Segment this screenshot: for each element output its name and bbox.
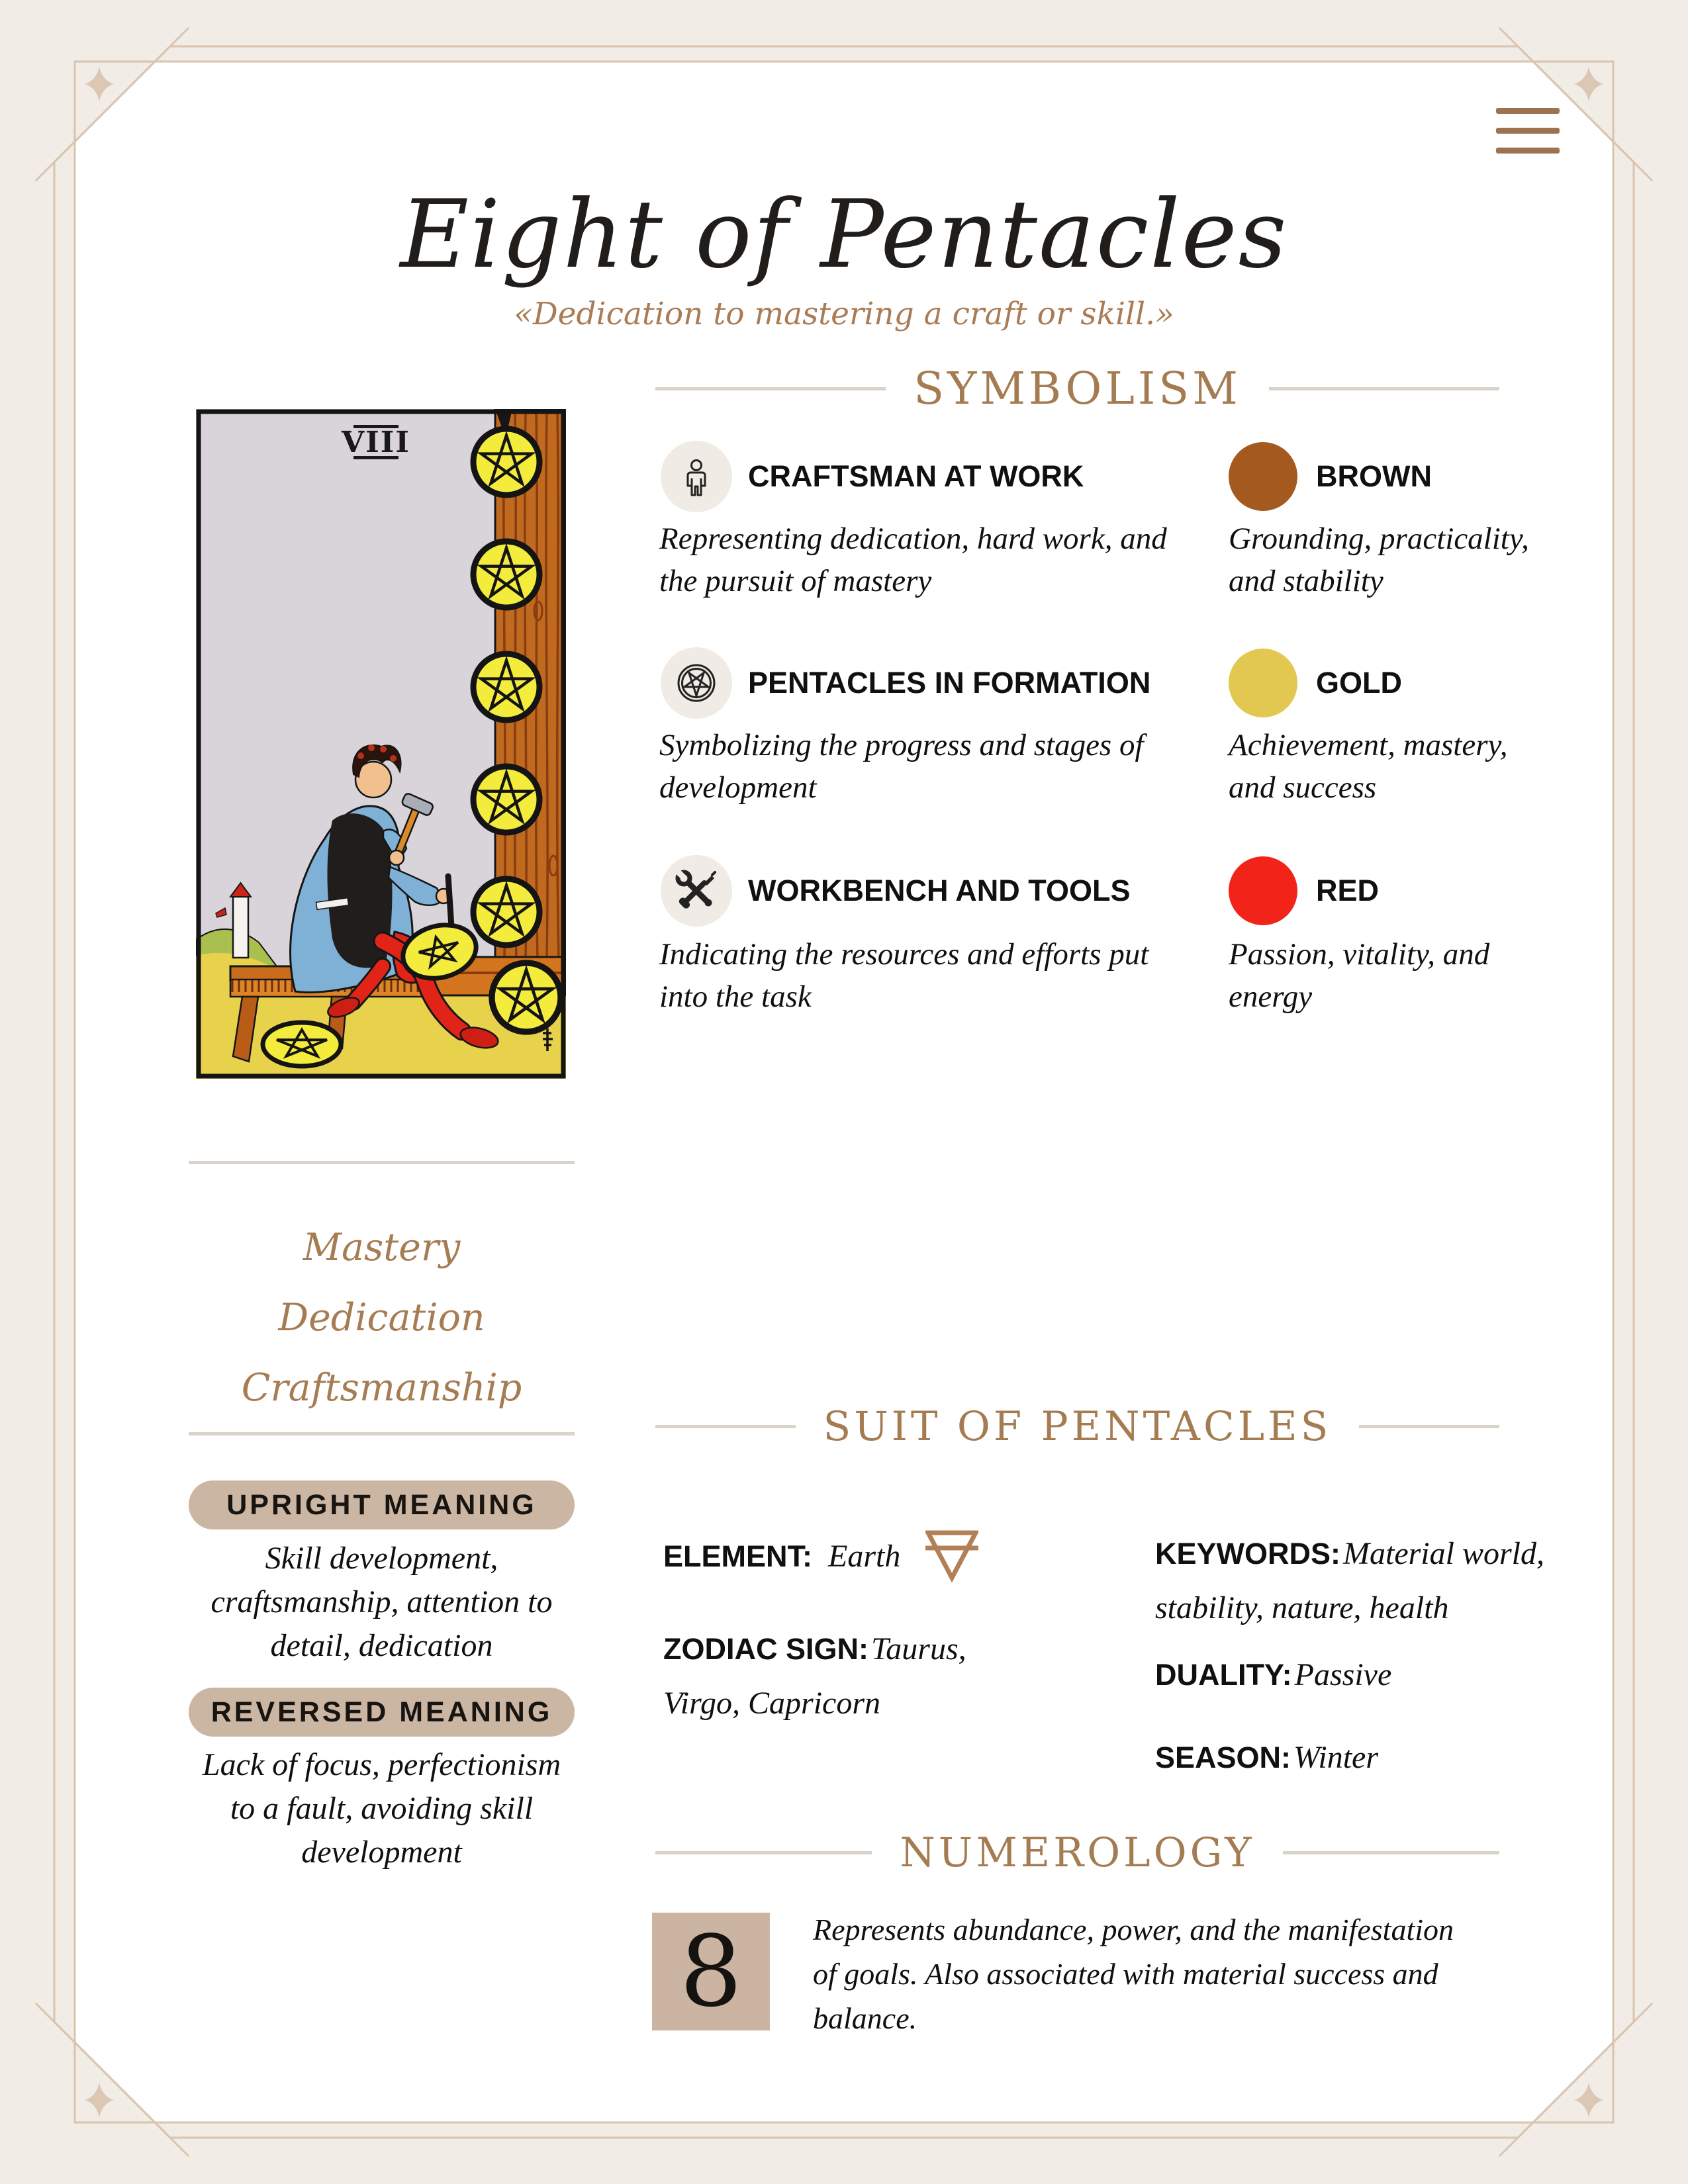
symbolism-item-desc: Representing dedication, hard work, and the pursuit of mastery [659, 522, 1167, 598]
hamburger-icon [1496, 128, 1560, 134]
duality-value: Passive [1294, 1657, 1392, 1692]
pentacle-icon [675, 661, 718, 705]
color-name: BROWN [1316, 459, 1432, 493]
hamburger-menu-button[interactable] [1496, 108, 1560, 157]
upright-meaning-text: Skill development, craftsmanship, attention to detail, dedication [211, 1541, 553, 1663]
header-line [1283, 1851, 1499, 1854]
symbolism-item-desc: Indicating the resources and efforts put into the task [659, 937, 1149, 1014]
earth-symbol-icon [925, 1529, 978, 1583]
symbolism-item-title: PENTACLES IN FORMATION [748, 666, 1151, 700]
numerology-number-box [652, 1913, 770, 2030]
divider [189, 1432, 575, 1435]
numerology-text: Represents abundance, power, and the manifestation of goals. Also associated with material success and balance. [813, 1913, 1454, 2035]
keywords-row [1155, 1530, 1552, 1639]
element-label: ELEMENT: [663, 1539, 812, 1573]
symbolism-title: SYMBOLISM [914, 363, 1241, 414]
element-value: Earth [828, 1538, 901, 1574]
color-swatch-gold [1229, 649, 1297, 717]
person-icon [676, 456, 717, 497]
sparkle-icon [1574, 2083, 1603, 2117]
suit-title: SUIT OF PENTACLES [823, 1403, 1332, 1450]
page-title: Eight of Pentacles [400, 180, 1288, 290]
numerology-title: NUMEROLOGY [900, 1829, 1255, 1876]
suit-header [655, 1403, 1499, 1450]
keywords-label: KEYWORDS: [1155, 1537, 1340, 1570]
hamburger-icon [1496, 148, 1560, 154]
symbolism-item-title: CRAFTSMAN AT WORK [748, 459, 1084, 493]
tools-icon [675, 870, 718, 912]
keyword: Dedication [278, 1296, 485, 1340]
divider [189, 1161, 575, 1164]
symbolism-header [655, 363, 1499, 414]
pentacle-icon-circle [661, 647, 732, 719]
zodiac-value: Taurus, Virgo, Capricorn [663, 1631, 966, 1721]
tools-icon-circle [661, 855, 732, 927]
sparkle-icon [85, 2083, 114, 2117]
header-line [1359, 1425, 1499, 1428]
header-line [655, 1425, 796, 1428]
hamburger-icon [1496, 108, 1560, 114]
color-desc: Passion, vitality, and energy [1229, 937, 1490, 1014]
symbolism-item-title: WORKBENCH AND TOOLS [748, 874, 1131, 907]
page-subtitle: «Dedication to mastering a craft or skill.» [514, 296, 1174, 332]
upright-meaning-label: UPRIGHT MEANING [226, 1488, 537, 1521]
color-swatch-brown [1229, 442, 1297, 511]
coin-on-ground [263, 1023, 341, 1066]
header-line [1269, 387, 1499, 390]
reversed-meaning-label: REVERSED MEANING [211, 1696, 553, 1728]
craftsman-icon-circle [661, 441, 732, 512]
zodiac-row [663, 1625, 1034, 1734]
card-numeral [341, 425, 410, 459]
header-line [655, 387, 886, 390]
sparkle-icon [1574, 67, 1603, 101]
numerology-number: 8 [679, 1915, 743, 2028]
header-line [655, 1851, 872, 1854]
sparkle-icon [85, 67, 114, 101]
color-name: GOLD [1316, 666, 1402, 700]
color-desc: Achievement, mastery, and success [1229, 728, 1508, 805]
symbolism-item-desc: Symbolizing the progress and stages of development [659, 728, 1144, 805]
color-name: RED [1316, 874, 1380, 907]
keywords-value: Material world, stability, nature, health [1155, 1536, 1545, 1625]
element-row [663, 1529, 978, 1583]
zodiac-label: ZODIAC SIGN: [663, 1632, 868, 1666]
svg-text:VIII: VIII [342, 426, 410, 459]
color-desc: Grounding, practicality, and stability [1229, 522, 1529, 598]
duality-label: DUALITY: [1155, 1658, 1292, 1692]
color-swatch-red [1229, 856, 1297, 925]
season-row [1155, 1734, 1378, 1788]
season-value: Winter [1293, 1740, 1379, 1775]
reversed-meaning-badge [189, 1688, 575, 1737]
numerology-header [655, 1829, 1499, 1876]
duality-row [1155, 1651, 1391, 1706]
reversed-meaning-text: Lack of focus, perfectionism to a fault, avoiding skill development [202, 1747, 561, 1870]
card-keywords [189, 1212, 575, 1423]
season-label: SEASON: [1155, 1741, 1291, 1774]
keyword: Craftsmanship [241, 1366, 522, 1410]
upright-meaning-badge [189, 1480, 575, 1529]
tarot-card-image [196, 409, 566, 1079]
keyword: Mastery [303, 1226, 461, 1269]
